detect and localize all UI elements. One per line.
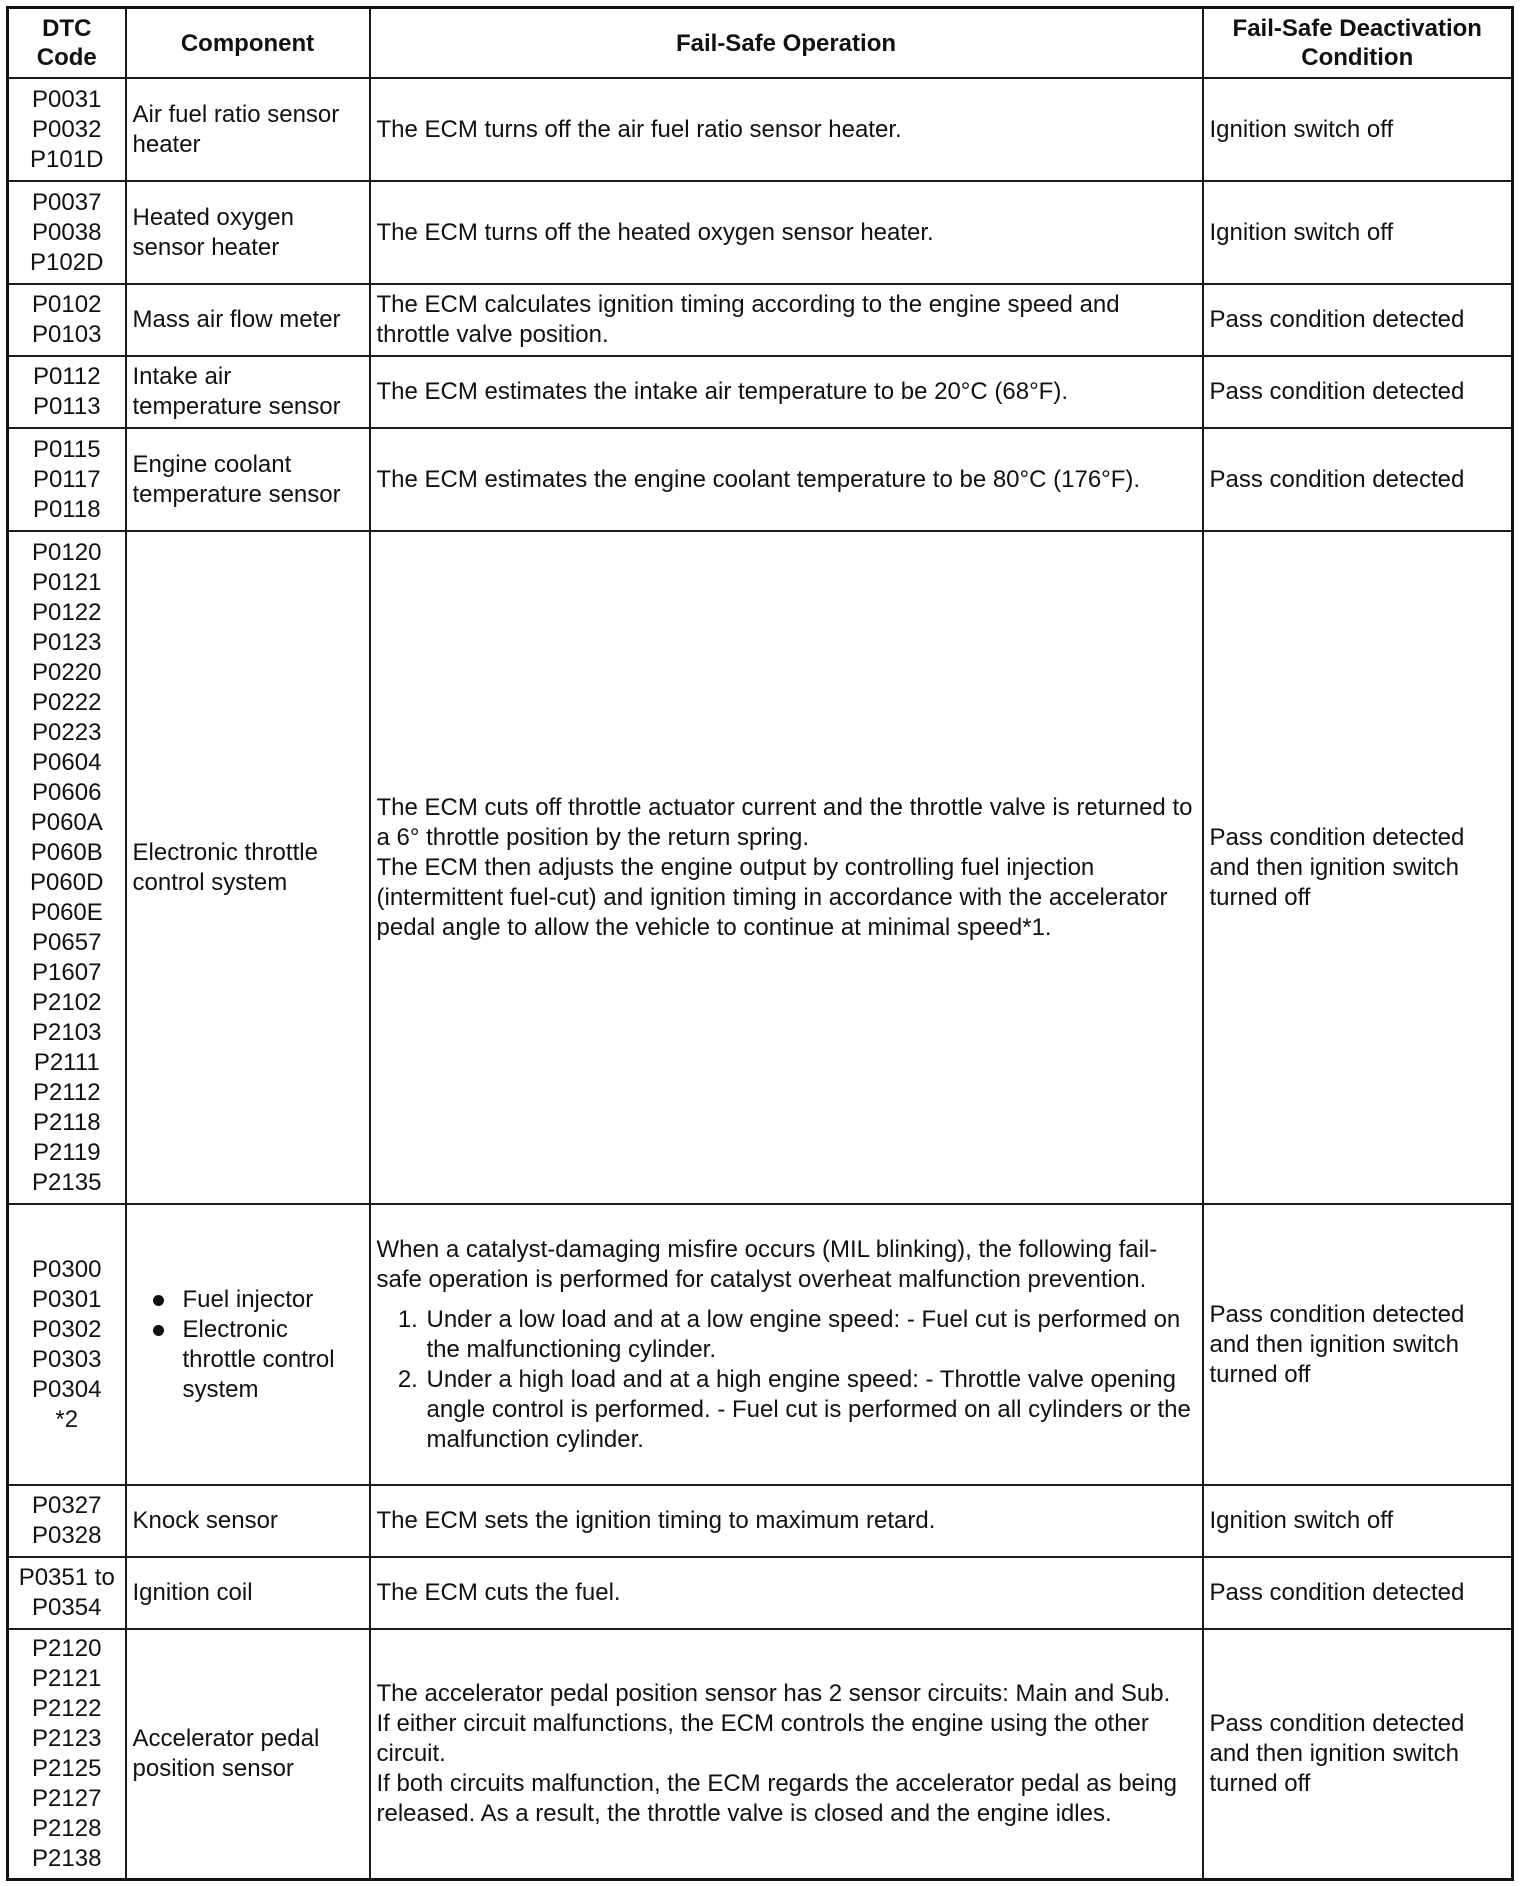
dtc-code: P0327 [32, 1492, 102, 1519]
condition-cell: Pass condition detected [1203, 1557, 1513, 1629]
dtc-code: P0113 [32, 393, 101, 420]
dtc-code: P2118 [32, 1108, 101, 1136]
table-row [8, 1629, 1513, 1880]
condition-cell: Ignition switch off [1203, 181, 1513, 284]
dtc-code-cell [8, 1557, 126, 1629]
dtc-code: P0301 [32, 1285, 102, 1313]
dtc-code: P0222 [32, 688, 102, 716]
dtc-code: P2112 [32, 1078, 101, 1106]
condition-cell: Pass condition detected [1203, 284, 1513, 356]
table-wrapper [6, 6, 1514, 1881]
dtc-code: P0302 [32, 1315, 102, 1343]
component-cell: Mass air flow meter [126, 284, 370, 356]
operation-step: 2. Under a high load and at a high engine speed: - Throttle valve opening angle control is performed. - Fuel cut is performed on all cylinders or the malfunction cylinder. [425, 1365, 1196, 1455]
dtc-code: P0220 [32, 658, 102, 686]
header-row [8, 8, 1513, 79]
table-row [8, 181, 1513, 284]
operation-cell: The ECM estimates the engine coolant temperature to be 80°C (176°F). [370, 428, 1203, 531]
dtc-code: P2121 [32, 1665, 102, 1692]
dtc-code: P0300 [32, 1255, 102, 1283]
dtc-code-cell [8, 356, 126, 428]
operation-cell: The ECM estimates the intake air temperature to be 20°C (68°F). [370, 356, 1203, 428]
operation-paragraph: If both circuits malfunction, the ECM regards the accelerator pedal as being released. As a result, the throttle valve is closed and the engine idles. [376, 1770, 1177, 1827]
dtc-code: P2127 [32, 1785, 102, 1812]
dtc-code: P2138 [32, 1845, 102, 1872]
dtc-code: P0112 [32, 363, 101, 390]
dtc-code: P060B [30, 838, 103, 866]
table-row [8, 531, 1513, 1204]
condition-cell: Pass condition detected and then ignition switch turned off [1203, 1204, 1513, 1485]
table-row [8, 78, 1513, 181]
dtc-code: P1607 [32, 958, 102, 986]
dtc-code: P2119 [32, 1138, 101, 1166]
component-cell: Knock sensor [126, 1485, 370, 1557]
condition-cell: Pass condition detected and then ignition switch turned off [1203, 1629, 1513, 1880]
dtc-code: P2125 [32, 1755, 102, 1782]
operation-cell: The ECM sets the ignition timing to maximum retard. [370, 1485, 1203, 1557]
operation-cell [370, 1204, 1203, 1485]
dtc-code: P0117 [32, 465, 101, 493]
dtc-code: P0038 [32, 218, 102, 246]
dtc-code-cell [8, 1485, 126, 1557]
dtc-code-cell [8, 284, 126, 356]
dtc-code: P0031 [32, 85, 102, 113]
table-row [8, 1485, 1513, 1557]
dtc-code: P0304 [32, 1375, 102, 1403]
dtc-code: P0102 [32, 291, 102, 318]
operation-cell [370, 1629, 1203, 1880]
table-row [8, 356, 1513, 428]
dtc-code-cell [8, 78, 126, 181]
dtc-code: P0121 [32, 568, 102, 596]
dtc-code: P0123 [32, 628, 102, 656]
dtc-code: P101D [30, 145, 104, 173]
table-row [8, 1204, 1513, 1485]
dtc-code: P0122 [32, 598, 102, 626]
component-cell: Ignition coil [126, 1557, 370, 1629]
component-bullet-item: Fuel injector [151, 1285, 363, 1315]
operation-cell: The ECM calculates ignition timing according to the engine speed and throttle valve position. [370, 284, 1203, 356]
dtc-code: P2103 [32, 1018, 102, 1046]
operation-intro: When a catalyst-damaging misfire occurs (MIL blinking), the following fail-safe operation is performed for catalyst overheat malfunction prevention. [376, 1235, 1158, 1293]
component-cell: Heated oxygen sensor heater [126, 181, 370, 284]
operation-cell [370, 531, 1203, 1204]
operation-paragraph: The ECM cuts off throttle actuator current and the throttle valve is returned to a 6° throttle position by the return spring. [376, 793, 1193, 851]
table-row [8, 1557, 1513, 1629]
table-row [8, 284, 1513, 356]
dtc-code-footnote: *2 [55, 1405, 79, 1433]
dtc-code: P0115 [32, 435, 101, 463]
dtc-code: P0032 [32, 115, 102, 143]
dtc-code: P2122 [32, 1695, 102, 1722]
condition-cell: Pass condition detected [1203, 356, 1513, 428]
dtc-code: P060A [30, 808, 103, 836]
table-row [8, 428, 1513, 531]
operation-cell: The ECM cuts the fuel. [370, 1557, 1203, 1629]
dtc-code: P0606 [32, 778, 102, 806]
dtc-code: P2128 [32, 1815, 102, 1842]
dtc-code: P0118 [32, 495, 101, 523]
dtc-code: P0103 [32, 321, 102, 348]
fail-safe-table [6, 6, 1514, 1881]
dtc-code: P102D [30, 248, 104, 276]
dtc-code-cell [8, 428, 126, 531]
dtc-code: P2102 [32, 988, 102, 1016]
header-deactivation-condition: Fail-Safe Deactivation Condition [1203, 8, 1513, 79]
component-cell: Engine coolant temperature sensor [126, 428, 370, 531]
dtc-code-cell [8, 531, 126, 1204]
dtc-code: P0223 [32, 718, 102, 746]
dtc-code: P2120 [32, 1635, 102, 1662]
operation-paragraph: The accelerator pedal position sensor has 2 sensor circuits: Main and Sub. [376, 1680, 1171, 1707]
component-cell: Electronic throttle control system [126, 531, 370, 1204]
dtc-code: P2111 [33, 1048, 100, 1076]
component-cell: Air fuel ratio sensor heater [126, 78, 370, 181]
dtc-code-cell [8, 1204, 126, 1485]
operation-cell: The ECM turns off the air fuel ratio sensor heater. [370, 78, 1203, 181]
dtc-code: P060D [30, 868, 104, 896]
dtc-code: P0604 [32, 748, 102, 776]
dtc-code: P2135 [32, 1168, 102, 1196]
component-bullet-list [133, 1285, 363, 1405]
component-cell: Accelerator pedal position sensor [126, 1629, 370, 1880]
header-fail-safe-operation: Fail-Safe Operation [370, 8, 1203, 79]
dtc-code-cell [8, 181, 126, 284]
dtc-code-cell [8, 1629, 126, 1880]
component-cell [126, 1204, 370, 1485]
header-dtc-code: DTC Code [8, 8, 126, 79]
dtc-code: P0328 [32, 1522, 102, 1549]
dtc-code: P060E [30, 898, 103, 926]
dtc-code: P0351 to [18, 1564, 115, 1591]
component-cell: Intake air temperature sensor [126, 356, 370, 428]
dtc-code: P0354 [32, 1594, 102, 1621]
condition-cell: Ignition switch off [1203, 78, 1513, 181]
condition-cell: Pass condition detected and then ignition switch turned off [1203, 531, 1513, 1204]
operation-paragraph: The ECM then adjusts the engine output by controlling fuel injection (intermittent fuel-cut) and ignition timing in accordance with the accelerator pedal angle to allow the vehicle to continue at minimal speed*1. [376, 853, 1168, 941]
operation-paragraph: If either circuit malfunctions, the ECM controls the engine using the other circuit. [376, 1710, 1149, 1767]
condition-cell: Ignition switch off [1203, 1485, 1513, 1557]
dtc-code: P0120 [32, 538, 102, 566]
dtc-code: P0657 [32, 928, 102, 956]
operation-cell: The ECM turns off the heated oxygen sensor heater. [370, 181, 1203, 284]
dtc-code: P0303 [32, 1345, 102, 1373]
dtc-code: P2123 [32, 1725, 102, 1752]
component-bullet-item: Electronic throttle control system [151, 1315, 363, 1405]
header-component: Component [126, 8, 370, 79]
dtc-code: P0037 [32, 188, 102, 216]
operation-step: 1. Under a low load and at a low engine speed: - Fuel cut is performed on the malfunctioning cylinder. [425, 1305, 1196, 1365]
condition-cell: Pass condition detected [1203, 428, 1513, 531]
operation-steps-list [377, 1305, 1196, 1455]
